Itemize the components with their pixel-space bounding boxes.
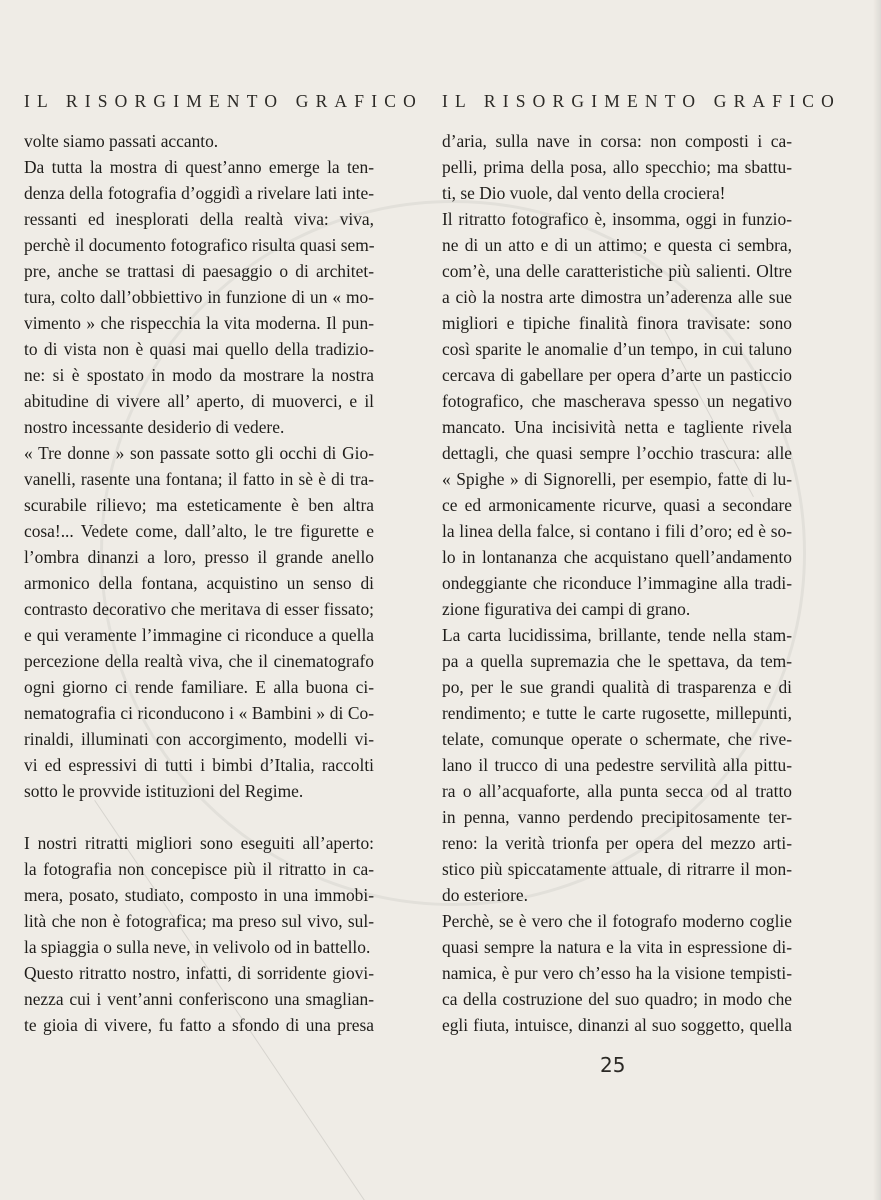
text-line: Perchè, se è vero che il fotografo moderno coglie: [442, 911, 792, 931]
text-line: Da tutta la mostra di quest’anno emerge la ten-: [24, 157, 374, 177]
text-line: lano il trucco di una pedestre servilità alla pittu-: [442, 755, 792, 775]
text-line: zione figurativa dei campi di grano.: [442, 599, 691, 619]
text-line: telate, comunque operate o schermate, che rive-: [442, 729, 792, 749]
text-line: ne: si è spostato in modo da mostrare la nostra: [24, 365, 374, 385]
text-line: tura, colto dall’obbiettivo in funzione di un « mo-: [24, 287, 374, 307]
text-line: d’aria, sulla nave in corsa: non composti i ca-: [442, 131, 792, 151]
text-line: fotografico, che mascherava spesso un negativo: [442, 391, 792, 411]
text-line: namica, è pur vero ch’esso ha la visione tempisti-: [442, 963, 792, 983]
text-line: a ciò la nostra arte dimostra un’aderenza alle sue: [442, 287, 792, 307]
text-line: « Spighe » di Signorelli, per esempio, fatte di lu-: [442, 469, 792, 489]
text-line: po, per le sue grandi qualità di trasparenza e di: [442, 677, 792, 697]
text-line: nezza cui i vent’anni conferiscono una smaglian-: [24, 989, 374, 1009]
text-line: ca della costruzione del suo quadro; in modo che: [442, 989, 792, 1009]
text-line: armonico della fontana, acquistino un senso di: [24, 573, 374, 593]
text-line: pre, anche se trattasi di paesaggio o di architet-: [24, 261, 374, 281]
text-line: l’ombra dinanzi a loro, presso il grande anello: [24, 547, 374, 567]
text-line: quasi sempre la natura e la vita in espressione di-: [442, 937, 792, 957]
text-line: nematografia ci riconducono i « Bambini » di Co-: [24, 703, 374, 723]
text-line: ti, se Dio vuole, dal vento della crociera!: [442, 183, 726, 203]
text-line: stico più spiccatamente attuale, di ritrarre il mon-: [442, 859, 792, 879]
text-line: reno: la verità trionfa per opera del mezzo arti-: [442, 833, 792, 853]
text-line: I nostri ritratti migliori sono eseguiti all’aperto:: [24, 833, 374, 853]
text-line: percezione della realtà viva, che il cinematografo: [24, 651, 374, 671]
text-line: dettagli, che quasi sempre l’occhio trascura: alle: [442, 443, 792, 463]
text-line: la fotografia non concepisce più il ritratto in ca-: [24, 859, 374, 879]
text-line: denza della fotografia d’oggidì a rivelare lati inte-: [24, 183, 374, 203]
text-line: perchè il documento fotografico risulta quasi sem-: [24, 235, 375, 255]
text-line: e qui veramente l’immagine ci riconduce a quella: [24, 625, 374, 645]
text-line: cercava di gabellare per opera d’arte un pasticcio: [442, 365, 792, 385]
text-line: ra o all’acquaforte, alla punta secca od al tratto: [442, 781, 792, 801]
text-line: do esteriore.: [442, 885, 528, 905]
text-line: ne di un atto e di un attimo; e questa ci sembra,: [442, 235, 792, 255]
text-line: lo in lontananza che acquistano quell’andamento: [442, 547, 792, 567]
text-line: contrasto decorativo che meritava di esser fissato;: [24, 599, 374, 619]
text-line: to di vista non è quasi mai quello della tradizio-: [24, 339, 374, 359]
text-line: la spiaggia o sulla neve, in velivolo od in battello.: [24, 937, 371, 957]
text-line: ogni giorno ci rende familiare. E alla buona ci-: [24, 677, 374, 697]
text-line: così sparite le anomalie d’un tempo, in cui taluno: [442, 339, 792, 359]
text-line: rendimento; e tutte le carte rugosette, millepunti,: [442, 703, 792, 723]
text-line: sotto le provvide istituzioni del Regime.: [24, 781, 304, 801]
text-line: abitudine di vivere all’ aperto, di muoverci, e il: [24, 391, 374, 411]
text-line: pelli, prima della posa, allo specchio; ma sbattu-: [442, 157, 792, 177]
page-number: 25: [600, 1053, 626, 1077]
text-line: in penna, vanno perdendo precipitosamente ter-: [442, 807, 792, 827]
text-line: vimento » che rispecchia la vita moderna. Il pun-: [24, 313, 374, 333]
text-line: migliori e tipiche finalità finora travisate: sono: [442, 313, 792, 333]
text-line: vi ed espressivi di tutti i bimbi d’Italia, raccolti: [24, 755, 374, 775]
text-line: ressanti ed inesplorati della realtà viva: viva,: [24, 209, 374, 229]
text-line: pa a quella supremazia che le spettava, da tem-: [442, 651, 792, 671]
running-header-right: IL RISORGIMENTO GRAFICO: [442, 91, 841, 111]
text-line: mancato. Una incisività netta e tagliente rivela: [442, 417, 792, 437]
text-line: cosa!... Vedete come, dall’alto, le tre figurette e: [24, 521, 374, 541]
text-line: lità che non è fotografica; ma preso sul vivo, sul-: [24, 911, 374, 931]
text-line: Il ritratto fotografico è, insomma, oggi in funzio-: [442, 209, 792, 229]
text-line: scurabile rilievo; ma esteticamente è ben altra: [24, 495, 374, 515]
text-line: ondeggiante che riconduce l’immagine alla tradi-: [442, 573, 792, 593]
text-line: com’è, una delle caratteristiche più salienti. Oltre: [442, 261, 792, 281]
text-line: rinaldi, illuminati con accorgimento, modelli vi-: [24, 729, 374, 749]
text-line: volte siamo passati accanto.: [24, 131, 219, 151]
text-line: [24, 804, 374, 830]
text-line: Questo ritratto nostro, infatti, di sorridente giovi-: [24, 963, 374, 983]
page-edge-shadow: [873, 0, 881, 1200]
text-line: ce ed armonicamente ricurve, quasi a secondare: [442, 495, 792, 515]
text-line: la linea della falce, si contano i fili d’oro; ed è so-: [442, 521, 792, 541]
running-header-left: IL RISORGIMENTO GRAFICO: [24, 91, 423, 111]
text-line: « Tre donne » son passate sotto gli occhi di Gio-: [24, 443, 374, 463]
text-line: nostro incessante desiderio di vedere.: [24, 417, 285, 437]
text-line: vanelli, rasente una fontana; il fatto in sè è di tra-: [24, 469, 374, 489]
text-line: La carta lucidissima, brillante, tende nella stam-: [442, 625, 792, 645]
text-line: mera, posato, studiato, composto in una immobi-: [24, 885, 374, 905]
text-line: egli fiuta, intuisce, dinanzi al suo soggetto, quella: [442, 1015, 792, 1035]
text-line: te gioia di vivere, fu fatto a sfondo di una presa: [24, 1015, 374, 1035]
